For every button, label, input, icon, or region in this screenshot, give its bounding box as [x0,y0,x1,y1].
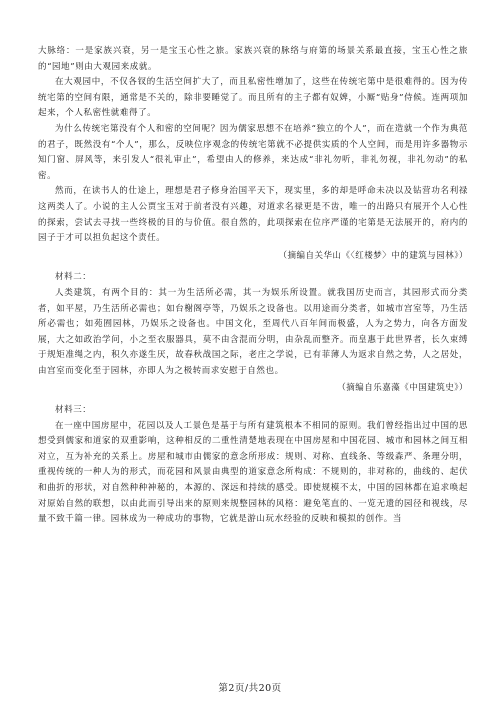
material-3-heading: 材料三： [55,405,92,416]
source-citation-2: （摘编自乐嘉藻《中国建筑史》） [337,383,468,394]
paragraph-continuation: 大脉络：一是家族兴衰，另一是宝玉心性之旅。家族兴衰的脉络与府第的场景关系最直接，宝玉心性之旅的“园地”则由大观园来成就。 [38,46,468,72]
paragraph-confucian-space: 为什么传统宅第没有个人和密的空间呢？因为儒家思想不在培养“独立的个人”，而在造就一个作为典范的君子，既然没有“个人”，那么，反映位序观念的传统宅第就不必提供实质的个人空间，而是用许多器物示知门窗、屏风等，来引发人“很礼审止”，希望由人的修养，来达成“非礼勿听，非礼勿视，非礼勿动”的私密。 [38,123,468,181]
material-2-heading: 材料二： [55,272,92,283]
document-page [38,44,468,528]
page-number: 第2页/共20页 [218,683,282,694]
paragraph-scholar-path: 然而，在读书人的仕途上，理想是君子修身治国平天下，现实里，多的却是呼命未决以及钻营功名利禄这两类人了。小说的主人公贾宝玉对于前者没有兴趣，对道求名禄更是不齿，唯一的出路只有展开个人心性的探索，尝试去寻找一些终极的目的与价值。很自然的，此项探索在位序严谨的宅第是无法展开的，府内的园子于才可以担负起这个责任。 [38,186,468,244]
paragraph-chinese-garden: 在一座中国房屋中，花园以及人工景色是基于与所有建筑根本不相同的原则。我们曾经指出过中国的思想受到儒家和道家的双重影响，这种相反的二重性清楚地表现在中国房屋和中国花园、城市和园林之间互相对立，互为补充的关系上。房屋和城市由儒家的意念所形成：规则、对称、直线条、等级森严、条理分明，重视传统的一种人为的形式，而花园和风景由典型的道家意念所构成：不规则的，非对称的，曲线的、起伏和曲折的形状，对自然种种神秘的，本源的、深远和持续的感受。即使规模不太，中国的园林都在追求唤起对原始自然的联想，以由此而引导出来的原则来规整园林的风格：避免笔直的、一览无遗的园径和视线，尽量不致千篇一律。园林成为一种成功的事物，它就是游山玩水经验的反映和模拟的创作。当 [38,420,468,525]
paragraph-garden-privacy: 在大观园中，不仅各钗的生活空间扩大了，而且私密性增加了，这些在传统宅第中是很难得的。因为传统宅第的空间有限，通常是不关的，除非要睡觉了。而且所有的主子都有奴婢，小厮“贴身”侍候。连两项加起来，个人私密性就难得了。 [38,77,468,119]
paragraph-architecture-purposes: 人类建筑，有两个目的：其一为生活所必需，其一为娱乐所设置。就我国历史而言，其园形式而分类者，如平屋，乃生活所必需也；如台榭阁亭等，乃娱乐之设备也。以用途而分类者，如城市宫室等，乃生活所必需也；如苑囿园林，乃娱乐之设备也。中国文化，至周代八百年间而极盛，人为之势力，向各方面发展，大之如政治学问，小之至衣服器具，莫不由含混而分明，由杂乱而整齐。而皇惠于此世界者，长久束缚于规矩准绳之内，积久亦遂生厌，故春秋战国之际，老庄之学说，已有菲薄人为返求自然之势，人之居处，由宫室而变化至于园林，亦即人为之极转而求安慰于自然也。 [38,287,468,376]
source-citation-1: （摘编自关华山《〈红楼梦〉中的建筑与园林》） [278,250,468,261]
